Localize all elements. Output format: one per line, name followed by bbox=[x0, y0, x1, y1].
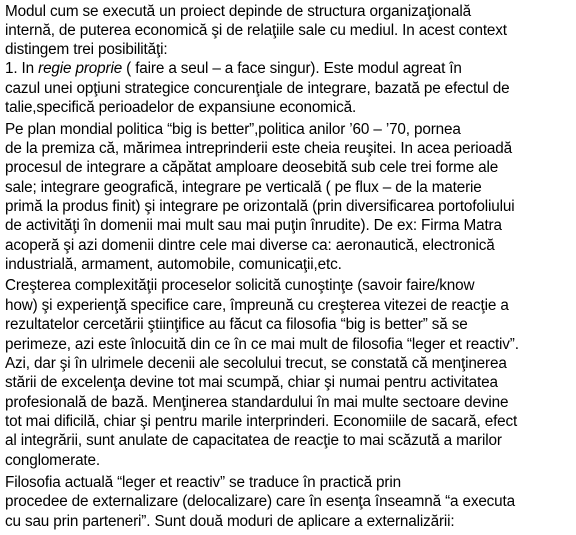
text-line: de activităţi în domenii mai mult sau mai puţin înrudite). De ex: Firma Matra bbox=[5, 217, 502, 234]
text-line: distingem trei posibilităţi: bbox=[5, 41, 168, 58]
text-line: industrială, armament, automobile, comunicaţii,etc. bbox=[5, 256, 342, 273]
text-line: Filosofia actuală “leger et reactiv” se traduce în practică prin bbox=[5, 474, 401, 491]
text-line: 1. In regie proprie ( faire a seul – a face singur). Este modul agreat în bbox=[5, 60, 462, 77]
text-line: Creşterea complexităţii proceselor solicită cunoştinţe (savoir faire/know bbox=[5, 277, 475, 294]
text-line: Modul cum se execută un proiect depinde de structura organizaţională bbox=[5, 3, 471, 20]
text-line: how) şi experienţă specifice care, împreună cu creşterea vitezei de reacţie a bbox=[5, 297, 509, 314]
text-line: rezultatelor cercetării ştiinţifice au făcut ca filosofia “big is better” să se bbox=[5, 316, 468, 333]
text-line: de la premiza că, mărimea intreprinderii este cheia reuşitei. In acea perioadă bbox=[5, 140, 512, 157]
text-line: procesul de integrare a căpătat amploare deosebită sub cele trei forme ale bbox=[5, 159, 499, 176]
emphasis-text: regie proprie bbox=[38, 60, 123, 77]
text-line: Azi, dar şi în ulrimele decenii ale secolului trecut, se constată că menţinerea bbox=[5, 355, 507, 372]
text-line: Pe plan mondial politica “big is better”,politica anilor ’60 – ’70, pornea bbox=[5, 121, 461, 138]
text-line: stării de excelenţa devine tot mai scumpă, chiar şi numai pentru activitatea bbox=[5, 374, 498, 391]
text-line: conglomerate. bbox=[5, 452, 100, 469]
text-line: cu sau prin parteneri”. Sunt două moduri de aplicare a externalizării: bbox=[5, 513, 455, 530]
text-line: profesională de bază. Menţinerea standardului în mai multe sectoare devine bbox=[5, 394, 509, 411]
text-line: perimeze, azi este înlocuită din ce în ce mai mult de filosofia “leger et reactiv”. bbox=[5, 336, 519, 353]
text-line: sale; integrare geografică, integrare pe verticală ( pe flux – de la materie bbox=[5, 179, 482, 196]
text-line: talie,specifică perioadelor de expansiune economică. bbox=[5, 99, 357, 116]
text-line: internă, de puterea economică şi de relaţiile sale cu mediul. In acest context bbox=[5, 22, 507, 39]
text-line: cazul unei opţiuni strategice concurenţiale de integrare, bazată pe efectul de bbox=[5, 80, 510, 97]
text-line: al integrării, sunt anulate de capacitatea de reacţie to mai scăzută a marilor bbox=[5, 432, 502, 449]
text-line: primă la produs finit) şi integrare pe orizontală (prin diversificarea portofoliului bbox=[5, 198, 515, 215]
text-line: tot mai dificilă, chiar şi pentru marile interprinderi. Economiile de sacară, efect bbox=[5, 413, 518, 430]
text-line: acoperă şi azi domenii dintre cele mai diverse ca: aeronautică, electronică bbox=[5, 237, 495, 254]
text-line: procedee de externalizare (delocalizare) care în esenţa înseamnă “a executa bbox=[5, 493, 515, 510]
